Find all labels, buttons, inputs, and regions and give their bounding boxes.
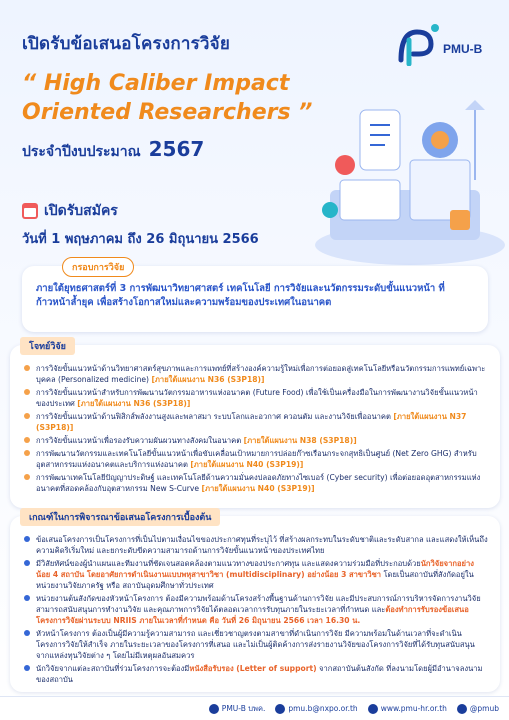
topics-label: โจทย์วิจัย (20, 337, 75, 355)
pmu-b-logo-mark-icon (395, 20, 443, 66)
framework-text: ภายใต้ยุทธศาสตร์ที่ 3 การพัฒนาวิทยาศาสตร์ เทคโนโลยี การวิจัยและนวัตกรรมระดับขั้นแนวหน้า ที่ก้าวหน้าล้ำยุค เพื่อสร้างโอกาสใหม่และความพร้อมของประเทศในอนาคต (36, 283, 445, 308)
plan-tag: [ภายใต้แผนงาน N36 (S3P18)] (77, 399, 191, 408)
application-period (22, 200, 322, 249)
plan-tag: [ภายใต้แผนงาน N40 (S3P19)] (190, 460, 304, 469)
line-icon (457, 704, 467, 714)
footer-email[interactable]: pmu.b@nxpo.or.th (275, 704, 357, 714)
research-framework-card (22, 263, 488, 332)
list-item: นักวิจัยจากแต่ละสถาบันที่ร่วมโครงการจะต้องมีหนังสือรับรอง (Letter of support) จากสถาบันต้นสังกัด ที่ลงนามโดยผู้มีอำนาจลงนามของสถาบัน (22, 663, 488, 685)
framework-label: กรอบการวิจัย (62, 257, 134, 277)
fiscal-year: 2567 (148, 137, 205, 161)
list-item: การวิจัยขั้นแนวหน้าด้านฟิสิกส์พลังงานสูงและพลาสมา ระบบโลกและอวกาศ ควอนตัม และงานวิจัยเพื่ออนาคต [ภายใต้แผนงาน N37 (S3P18)] (22, 411, 488, 433)
research-topics-card (10, 342, 500, 508)
list-item: การวิจัยขั้นแนวหน้าสำหรับการพัฒนานวัตกรรมอาหารแห่งอนาคต (Future Food) เพื่อใช้เป็นเครื่องมือในการพัฒนางานวิจัยขั้นแนวหน้าของประเทศ [ภายใต้แผนงาน N36 (S3P18)] (22, 387, 488, 409)
quote-line-2: Oriented Researchers ” (22, 100, 313, 125)
criteria-label: เกณฑ์ในการพิจารณาข้อเสนอโครงการเบื้องต้น (20, 508, 220, 526)
application-label-row (22, 200, 322, 222)
list-item: มีวิสัยทัศน์ของผู้นำแผนและทีมงานที่ชัดเจนสอดคล้องตามแนวทางของประกาศทุน และแสดงความร่วมมือที่ประกอบด้วยนักวิจัยจากอย่างน้อย 4 สถาบัน โดยอาศัยการดำเนินงานแบบพหุสาขาวิชา (multidisciplinary) อย่างน้อย 3 สาขาวิชา โดยเป็นสถาบันที่สังกัดอยู่ในหน่วยงานวิจัยภาครัฐ หรือ สถาบันอุดมศึกษาทั่วประเทศ (22, 558, 488, 591)
pmu-b-logo (395, 20, 491, 66)
list-item: การวิจัยขั้นแนวหน้าเพื่อรองรับความผันผวนทางสังคมในอนาคต [ภายใต้แผนงาน N38 (S3P18)] (22, 435, 488, 446)
footer-line[interactable]: @pmub (457, 704, 499, 714)
list-item: การพัฒนาเทคโนโลยีปัญญาประดิษฐ์ และเทคโนโลยีด้านความมั่นคงปลอดภัยทางไซเบอร์ (Cyber security) เพื่อต่อยอดอุตสาหกรรมแห่งอนาคตที่สอดคล้องกับอุตสาหกรรม New S-Curve [ภายใต้แผนงาน N40 (S3P19)] (22, 472, 488, 494)
campaign-quote (22, 69, 322, 127)
plan-tag: [ภายใต้แผนงาน N38 (S3P18)] (243, 436, 357, 445)
application-date: วันที่ 1 พฤษภาคม ถึง 26 มิถุนายน 2566 (22, 232, 259, 247)
list-item: การพัฒนานวัตกรรมและเทคโนโลยีขั้นแนวหน้าเพื่อขับเคลื่อนเป้าหมายการปล่อยก๊าซเรือนกระจกสุทธิเป็นศูนย์ (Net Zero GHG) สำหรับอุตสาหกรรมแห่งอนาคตและบริการแห่งอนาคต [ภายใต้แผนงาน N40 (S3P19)] (22, 448, 488, 470)
fiscal-label: ประจำปีงบประมาณ (22, 144, 141, 160)
criteria-list (22, 534, 488, 685)
page-title: เปิดรับข้อเสนอโครงการวิจัย (22, 34, 230, 54)
quote-line-1: “ High Caliber Impact (22, 71, 290, 96)
list-item: หัวหน้าโครงการ ต้องเป็นผู้มีความรู้ความสามารถ และเชี่ยวชาญตรงตามสาขาที่ดำเนินการวิจัย มีความพร้อมในด้านเวลาที่จะดำเนินโครงการวิจัยให้สำเร็จ ภายในระยะเวลาของโครงการที่เสนอ และไม่เป็นผู้ติดค้างการส่งรายงานวิจัยของโครงการวิจัยที่ได้รับทุนสนับสนุนจากแหล่งทุนวิจัยต่าง ๆ โดยไม่มีเหตุผลอันสมควร (22, 628, 488, 661)
footer-website[interactable]: www.pmu-hr.or.th (368, 704, 447, 714)
calendar-icon (22, 203, 38, 219)
list-item: ข้อเสนอโครงการเป็นโครงการที่เป็นไปตามเงื่อนไขของประกาศทุนที่ระบุไว้ ที่สร้างผลกระทบในระดับชาติและระดับสากล และแสดงให้เห็นถึงความคิดริเริ่มใหม่ และยกระดับขีดความสามารถด้านการวิจัยขั้นแนวหน้าของประเทศไทย (22, 534, 488, 556)
plan-tag: [ภายใต้แผนงาน N37 (S3P18)] (36, 412, 467, 432)
facebook-icon (209, 704, 219, 714)
globe-icon (368, 704, 378, 714)
selection-criteria-card (10, 513, 500, 692)
list-item: การวิจัยขั้นแนวหน้าด้านวิทยาศาสตร์สุขภาพและการแพทย์ที่สร้างองค์ความรู้ใหม่เพื่อการต่อยอดสู่เทคโนโลยีหรือนวัตกรรมการแพทย์เฉพาะบุคคล (Personalized medicine) [ภายใต้แผนงาน N36 (S3P18)] (22, 363, 488, 385)
highlight-text: นักวิจัยจากอย่างน้อย 4 สถาบัน โดยอาศัยการดำเนินงานแบบพหุสาขาวิชา (multidisciplinary) อย่างน้อย 3 สาขาวิชา (36, 559, 474, 579)
application-label: เปิดรับสมัคร (44, 203, 118, 219)
plan-tag: [ภายใต้แผนงาน N40 (S3P19)] (201, 484, 315, 493)
list-item: หน่วยงานต้นสังกัดของหัวหน้าโครงการ ต้องมีความพร้อมด้านโครงสร้างพื้นฐานด้านการวิจัย และมีประสบการณ์การบริหารจัดการงานวิจัย สามารถสนับสนุนการทำงานวิจัย และคุณภาพการวิจัยได้ตลอดเวลาการรับทุนภายในระยะเวลาที่กำหนด และต้องทำการรับรองข้อเสนอโครงการวิจัยผ่านระบบ NRIIS ภายในเวลาที่กำหนด คือ วันที่ 26 มิถุนายน 2566 เวลา 16.30 น. (22, 593, 488, 626)
logo-text: PMU-B (443, 42, 483, 56)
science-illustration (300, 70, 505, 270)
footer-facebook[interactable]: PMU-B บพค. (209, 703, 266, 715)
highlight-text: ต้องทำการรับรองข้อเสนอโครงการวิจัยผ่านระบบ NRIIS ภายในเวลาที่กำหนด คือ วันที่ 26 มิถุนายน 2566 เวลา 16.30 น. (36, 605, 469, 625)
fiscal-year-row (22, 137, 322, 163)
header (22, 30, 322, 163)
email-icon (275, 704, 285, 714)
highlight-text: หนังสือรับรอง (Letter of support) (189, 664, 317, 673)
plan-tag: [ภายใต้แผนงาน N36 (S3P18)] (151, 375, 265, 384)
topics-list (22, 363, 488, 494)
footer-contacts (0, 696, 509, 720)
